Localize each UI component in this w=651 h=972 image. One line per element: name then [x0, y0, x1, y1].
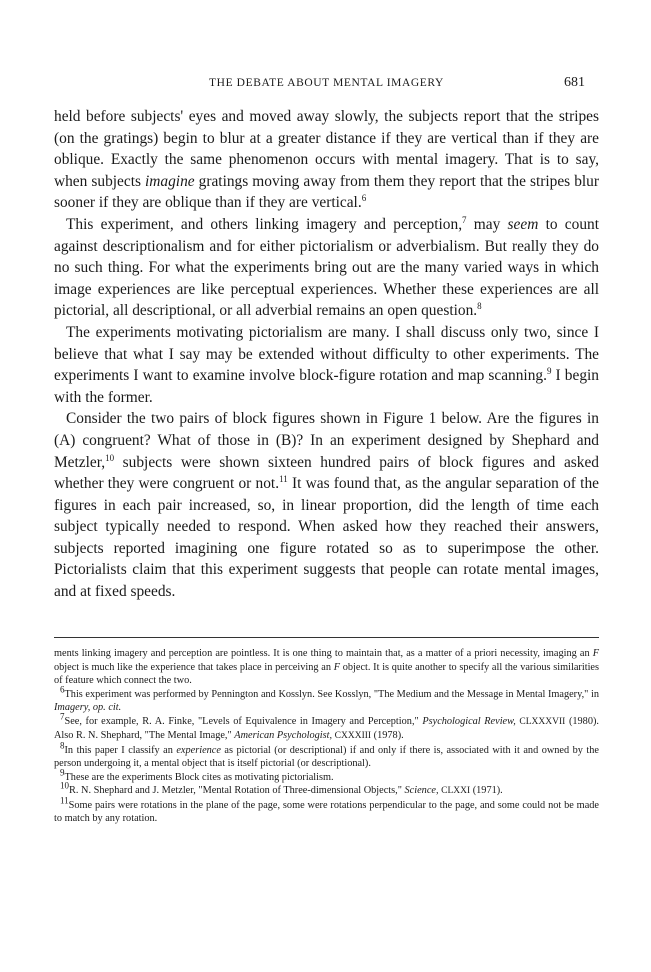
footnotes: [54, 647, 599, 826]
paragraph-4: [54, 408, 599, 602]
footnote-number: 7: [60, 711, 65, 722]
page-number: 681: [564, 75, 585, 90]
footnote-7: [54, 711, 599, 744]
text: object. It is quite another to specify all the various similarities of feature which connect the two.: [54, 661, 600, 686]
text: Consider the two pairs of block figures shown in Figure 1 below. Are the figures in (A) congruent? What of those in (B)? In an experiment designed by Shephard and Metzler,: [54, 410, 599, 471]
emphasis-journal: Science,: [404, 785, 439, 796]
text: (1980). Also R. N. Shephard, "The Mental Image,": [54, 715, 599, 741]
footnote-number: 10: [60, 780, 69, 791]
text: may: [466, 215, 508, 233]
footnote-number: 8: [60, 740, 65, 751]
emphasis-seem: seem: [507, 215, 539, 233]
footnote-ref-9: 9: [546, 366, 552, 376]
emphasis-f: F: [592, 648, 599, 659]
text: Some pairs were rotations in the plane of the page, some were rotations perpendicular to the page, and some could not be made to match by any rotation.: [54, 799, 599, 824]
footnote-number: 11: [60, 795, 69, 806]
footnote-ref-11: 11: [279, 473, 288, 484]
volume-number: CLXXI: [441, 786, 471, 796]
text: ments linking imagery and perception are pointless. It is one thing to maintain that, as a matter of a priori necessity, imaging an: [54, 648, 593, 659]
paragraph-2: [54, 214, 599, 322]
text: I begin with the former.: [54, 367, 599, 406]
emphasis-journal: Psychological Review,: [422, 715, 516, 727]
text: gratings moving away from them they report that the stripes blur sooner if they are oblique than if they are vertical.: [54, 172, 599, 212]
footnote-continuation: [54, 647, 599, 688]
footnote-ref-10: 10: [105, 452, 115, 463]
running-head: THE DEBATE ABOUT MENTAL IMAGERY: [209, 77, 444, 89]
emphasis-f: F: [333, 661, 340, 673]
volume-number: CLXXXVII: [519, 716, 566, 727]
text: It was found that, as the angular separation of the figures in each pair increased, so, in linear proportion, did the length of time each subject typically needed to respond. When asked how they reached their answers, subjects reported imagining one figure rotated so as to superimpose the other. Pictorialists claim that this experiment suggests that people can rotate mental images, and at fixed speeds.: [54, 475, 599, 601]
footnote-rule: [54, 637, 599, 638]
text: These are the experiments Block cites as motivating pictorialism.: [64, 771, 334, 783]
paragraph-1: [54, 106, 599, 214]
text: This experiment, and others linking imagery and perception,: [66, 215, 463, 233]
body-text: [54, 106, 599, 603]
page-header: [54, 75, 599, 93]
text: R. N. Shephard and J. Metzler, "Mental Rotation of Three-dimensional Objects,": [69, 785, 405, 796]
emphasis-experience: experience: [176, 744, 221, 756]
footnote-9: [54, 767, 599, 785]
text: The experiments motivating pictorialism are many. I shall discuss only two, since I believe that what I say may be extended without difficulty to other experiments. The experiments I want to examine involve block-figure rotation and map scanning.: [54, 323, 599, 385]
emphasis-journal: American Psychologist,: [234, 730, 333, 741]
footnote-ref-7: 7: [462, 214, 467, 225]
text: as pictorial (or descriptional) if and only if there is, associated with it and owned by the person undergoing it, a mental object that is itself pictorial (or descriptional).: [54, 744, 600, 769]
text: (1978).: [371, 730, 404, 741]
footnote-number: 6: [60, 684, 65, 695]
text: (1971).: [470, 785, 503, 796]
footnote-8: [54, 740, 600, 771]
text: In this paper I classify an: [64, 744, 177, 756]
paragraph-3: [54, 322, 599, 408]
text: object is much like the experience that takes place in perceiving an: [54, 661, 334, 673]
text: This experiment was performed by Pennington and Kosslyn. See Kosslyn, "The Medium and the Message in Mental Imagery," in: [64, 688, 599, 700]
text: See, for example, R. A. Finke, "Levels of Equivalence in Imagery and Perception,": [64, 715, 423, 727]
text: subjects were shown sixteen hundred pairs of block figures and asked whether they were congruent or not.: [54, 453, 599, 493]
footnote-11: [54, 795, 599, 826]
text: to count against descriptionalism and for either pictorialism or adverbialism. But really they do no such thing. For what the experiments bring out are the many varied ways in which image experiences are like perceptual experiences. Whether these experiences are all pictorial, all descriptional, or all adverbial remains an open question.: [54, 215, 599, 320]
footnote-number: 9: [60, 767, 65, 778]
text: held before subjects' eyes and moved away slowly, the subjects report that the stripes (on the gratings) begin to blur at a greater distance if they are vertical than if they are oblique. Exactly the same phenomenon occurs with mental imagery. That is to say, when subjects: [54, 108, 599, 190]
emphasis-imagine: imagine: [145, 172, 195, 190]
volume-number: CXXXIII: [334, 731, 372, 741]
footnote-ref-6: 6: [361, 193, 367, 204]
footnote-ref-8: 8: [477, 301, 482, 312]
emphasis-title: Imagery, op. cit.: [54, 702, 122, 713]
footnote-10: [54, 780, 599, 799]
footnote-6: [54, 684, 599, 715]
